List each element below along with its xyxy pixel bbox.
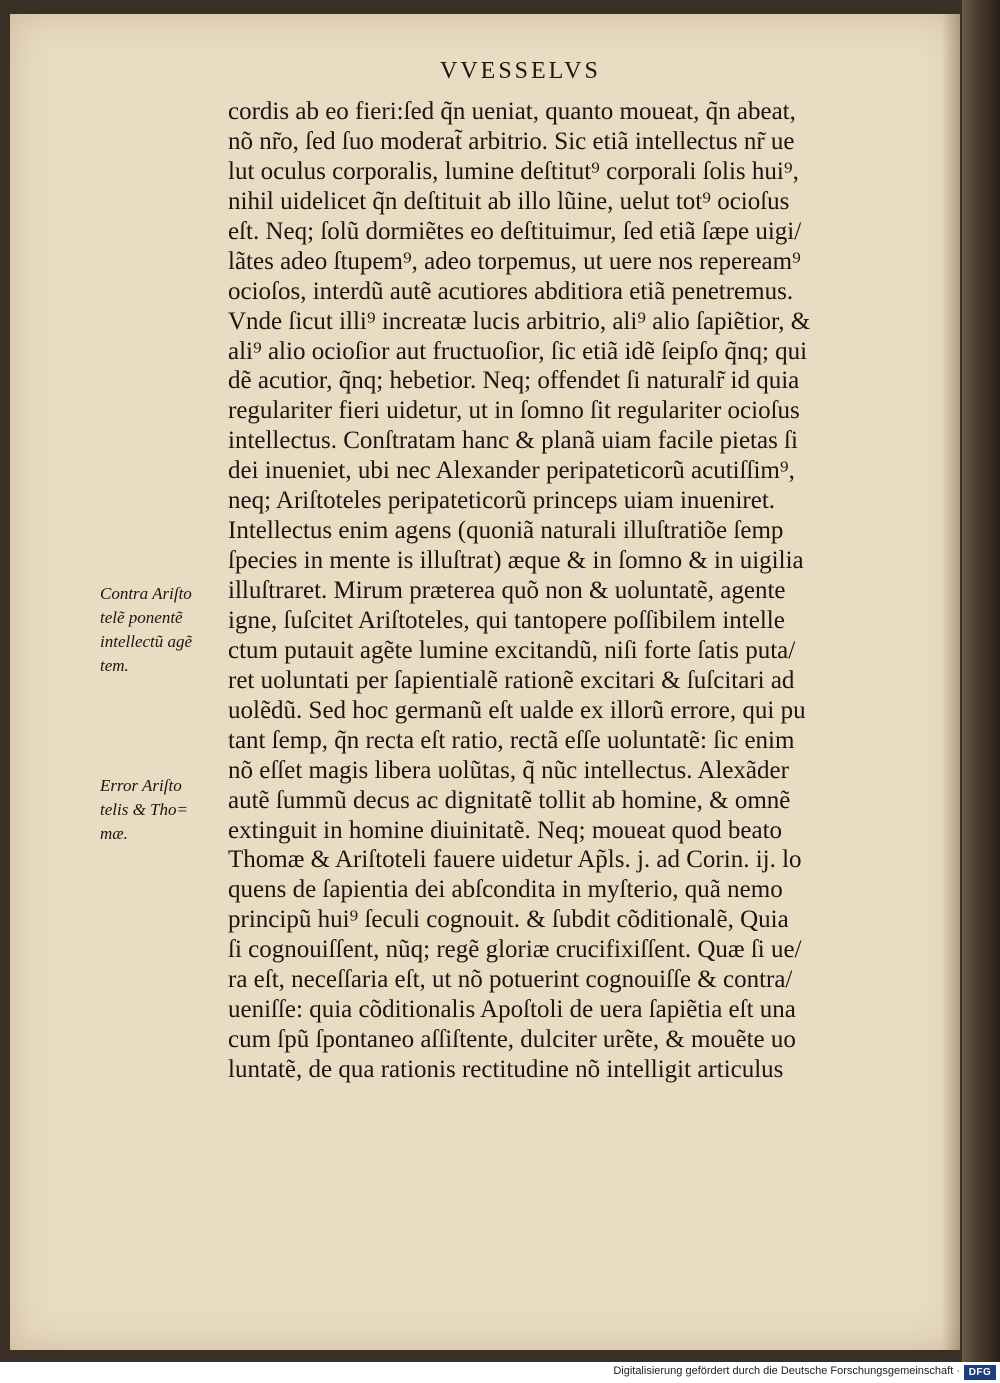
text-line: Thomæ & Ariſtoteli fauere uidetur Ap̃ls. j. ad Corin. ij. lo <box>228 846 802 874</box>
text-line: lãtes adeo ſtupem⁹, adeo torpemus, ut uere nos repeream⁹ <box>228 247 801 275</box>
text-line: autẽ ſummũ decus ac dignitatẽ tollit ab homine, & omnẽ <box>228 786 791 814</box>
marginal-note-line: telẽ ponentẽ <box>100 608 183 627</box>
text-line: regulariter fieri uidetur, ut in ſomno ſit regulariter ocioſus <box>228 397 800 425</box>
text-line: ueniſſe: quia cõditionalis Apoſtoli de uera ſapiẽtia eſt una <box>228 996 796 1024</box>
text-line: ctum putauit agẽte lumine excitandũ, niſi forte ſatis puta/ <box>228 636 796 664</box>
text-line: nõ eſſet magis libera uolũtas, q̃ nũc intellectus. Alexãder <box>228 756 789 784</box>
text-line: eſt. Neq; ſolũ dormiẽtes eo deſtituimur, ſed etiã ſæpe uigi/ <box>228 217 802 245</box>
text-line: dei inueniet, ubi nec Alexander peripateticorũ acutiſſim⁹, <box>228 457 795 485</box>
marginal-note-error-aristotelis <box>100 774 228 846</box>
text-line: luntatẽ, de qua rationis rectitudine nõ intelligit articulus <box>228 1056 784 1083</box>
running-head: VVESSELVS <box>440 58 601 84</box>
main-text-block <box>228 97 888 1085</box>
marginal-note-line: Contra Ariſto <box>100 584 192 603</box>
footer-bar <box>0 1362 1000 1383</box>
text-line: uolẽdũ. Sed hoc germanũ eſt ualde ex illorũ errore, qui pu <box>228 696 806 724</box>
dfg-logo-icon: DFG <box>964 1365 996 1380</box>
text-line: nihil uidelicet q̃n deſtituit ab illo lũine, uelut tot⁹ ocioſus <box>228 187 790 215</box>
book-spine <box>962 0 1000 1362</box>
funding-credit: Digitalisierung gefördert durch die Deutsche Forschungsgemeinschaft · <box>613 1365 960 1377</box>
text-line: cum ſpũ ſpontaneo aſſiſtente, dulciter urẽte, & mouẽte uo <box>228 1026 796 1054</box>
text-line: ra eſt, neceſſaria eſt, ut nõ potuerint cognouiſſe & contra/ <box>228 966 793 994</box>
text-line: ali⁹ alio ocioſior aut fructuoſior, ſic etiã idẽ ſeipſo q̃nq; qui <box>228 337 808 365</box>
text-line: ſpecies in mente is illuſtrat) æque & in ſomno & in uigilia <box>228 547 804 575</box>
marginal-note-line: intellectũ agẽ <box>100 632 193 651</box>
text-line: Vnde ſicut illi⁹ increatæ lucis arbitrio, ali⁹ alio ſapiẽtior, & <box>228 307 811 335</box>
text-line: neq; Ariſtoteles peripateticorũ princeps uiam inueniret. <box>228 487 776 515</box>
text-line: cordis ab eo fieri:ſed q̃n ueniat, quanto moueat, q̃n abeat, <box>228 98 796 125</box>
marginal-note-line: Error Ariſto <box>100 776 182 795</box>
marginal-note-line: tem. <box>100 656 129 675</box>
text-line: illuſtraret. Mirum præterea quõ non & uoluntatẽ, agente <box>228 577 786 604</box>
text-line: quens de ſapientia dei abſcondita in myſterio, quã nemo <box>228 876 783 904</box>
text-line: ocioſos, interdũ autẽ acutiores abditiora etiã penetremus. <box>228 277 794 305</box>
text-line: principũ hui⁹ ſeculi cognouit. & ſubdit cõditionalẽ, Quia <box>228 906 789 934</box>
text-line: extinguit in homine diuinitatẽ. Neq; moueat quod beato <box>228 816 783 844</box>
text-line: nõ nr̃o, ſed ſuo moderat̃ arbitrio. Sic etiã intellectus nr̃ ue <box>228 127 795 155</box>
text-line: intellectus. Conſtratam hanc & planã uiam facile pietas ſi <box>228 427 798 455</box>
text-line: igne, ſuſcitet Ariſtoteles, qui tantopere poſſibilem intelle <box>228 606 785 634</box>
marginal-note-contra-aristotelem <box>100 582 228 678</box>
marginal-note-line: mæ. <box>100 824 128 843</box>
page-gutter-shadow <box>942 14 960 1350</box>
text-line: ſi cognouiſſent, nũq; regẽ gloriæ crucifixiſſent. Quæ ſi ue/ <box>228 936 802 964</box>
text-line: dẽ acutior, q̃nq; hebetior. Neq; offendet ſi naturalr̃ id quia <box>228 367 800 395</box>
text-line: tant ſemp, q̃n recta eſt ratio, rectã eſſe uoluntatẽ: ſic enim <box>228 726 795 754</box>
text-line: lut oculus corporalis, lumine deſtitut⁹ corporali ſolis hui⁹, <box>228 157 799 185</box>
text-line: ret uoluntati per ſapientialẽ rationẽ excitari & ſuſcitari ad <box>228 666 795 694</box>
text-line: Intellectus enim agens (quoniã naturali illuſtratiõe ſemp <box>228 517 784 545</box>
marginal-note-line: telis & Tho= <box>100 800 188 819</box>
